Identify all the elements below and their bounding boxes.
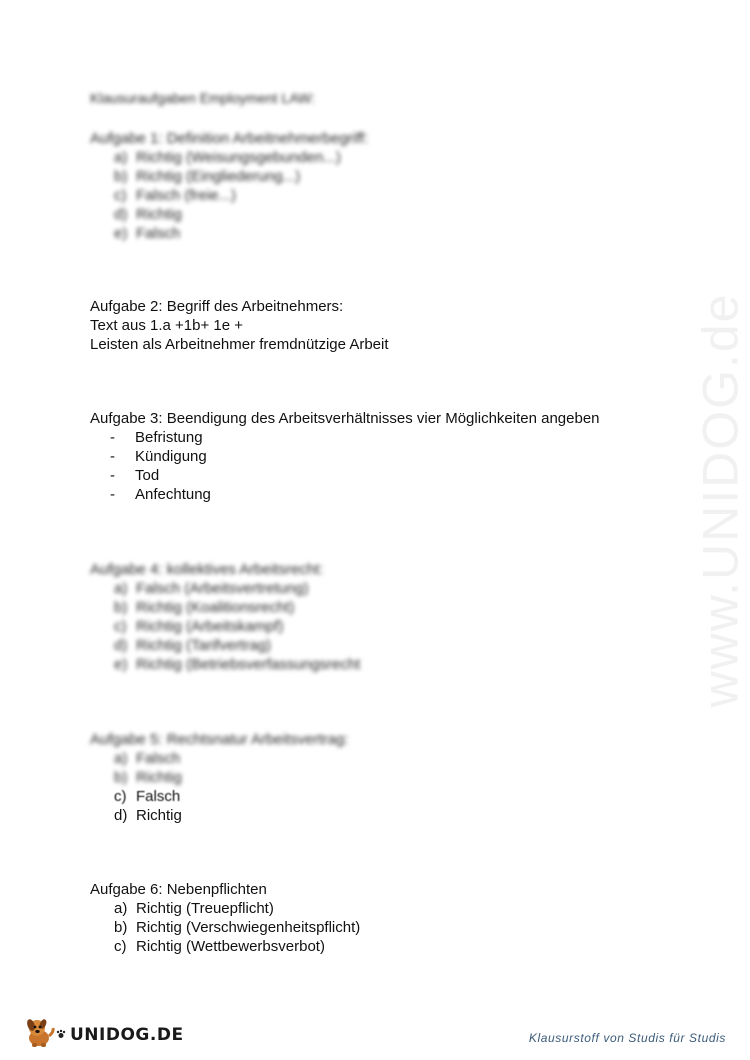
list-item: d) Richtig xyxy=(114,206,182,223)
section-aufgabe-3 xyxy=(90,409,690,504)
list-item: b) Richtig (Eingliederung...) xyxy=(114,168,301,185)
section-heading: Aufgabe 1: Definition Arbeitnehmerbegriff: xyxy=(90,130,369,147)
section-aufgabe-5 xyxy=(90,730,690,825)
section-heading: Aufgabe 6: Nebenpflichten xyxy=(90,881,267,898)
list-item: c) Richtig (Arbeitskampf) xyxy=(114,618,284,635)
list-item: c) Falsch (freie...) xyxy=(114,187,237,204)
section-heading: Aufgabe 3: Beendigung des Arbeitsverhältnisses vier Möglichkeiten angeben xyxy=(90,410,600,427)
section-heading: Aufgabe 2: Begriff des Arbeitnehmers: xyxy=(90,298,344,315)
list-item: d) Richtig xyxy=(114,807,182,824)
list-item: c) Falsch xyxy=(114,788,181,805)
list-item: b) Richtig (Verschwiegenheitspflicht) xyxy=(114,919,361,936)
list-item: c) Richtig (Wettbewerbsverbot) xyxy=(114,938,325,955)
dog-mascot-icon xyxy=(22,1016,56,1055)
section-aufgabe-1 xyxy=(90,129,690,243)
list-item: d) Richtig (Tarifvertrag) xyxy=(114,637,272,654)
paw-icon xyxy=(56,1026,66,1044)
unidog-logo[interactable] xyxy=(22,1018,184,1052)
text-line: Leisten als Arbeitnehmer fremdnützige Arbeit xyxy=(90,336,389,353)
list-item: - Tod xyxy=(110,467,160,484)
document-title: Klausuraufgaben Employment LAW: xyxy=(90,90,315,106)
list-item: b) Richtig xyxy=(114,769,182,786)
list-item: a) Falsch xyxy=(114,750,181,767)
section-heading: Aufgabe 5: Rechtsnatur Arbeitsvertrag: xyxy=(90,731,349,748)
logo-text: UNIDOG.DE xyxy=(70,1025,184,1045)
list-item: a) Falsch (Arbeitsvertretung) xyxy=(114,580,309,597)
list-item: a) Richtig (Weisungsgebunden...) xyxy=(114,149,341,166)
footer-tagline: Klausurstoff von Studis für Studis xyxy=(528,1031,726,1045)
section-aufgabe-2 xyxy=(90,297,690,354)
list-item: e) Falsch xyxy=(114,225,181,242)
list-item: b) Richtig (Koalitionsrecht) xyxy=(114,599,295,616)
watermark: www.UNIDOG.de xyxy=(692,292,748,708)
list-item: a) Richtig (Treuepflicht) xyxy=(114,900,274,917)
text-line: Text aus 1.a +1b+ 1e + xyxy=(90,317,244,334)
section-heading: Aufgabe 4: kollektives Arbeitsrecht: xyxy=(90,561,324,578)
section-aufgabe-4 xyxy=(90,560,690,674)
list-item: e) Richtig (Betriebsverfassungsrecht xyxy=(114,656,361,673)
list-item: - Kündigung xyxy=(110,448,207,465)
section-aufgabe-6 xyxy=(90,880,690,956)
list-item: - Anfechtung xyxy=(110,486,211,503)
list-item: - Befristung xyxy=(110,429,203,446)
